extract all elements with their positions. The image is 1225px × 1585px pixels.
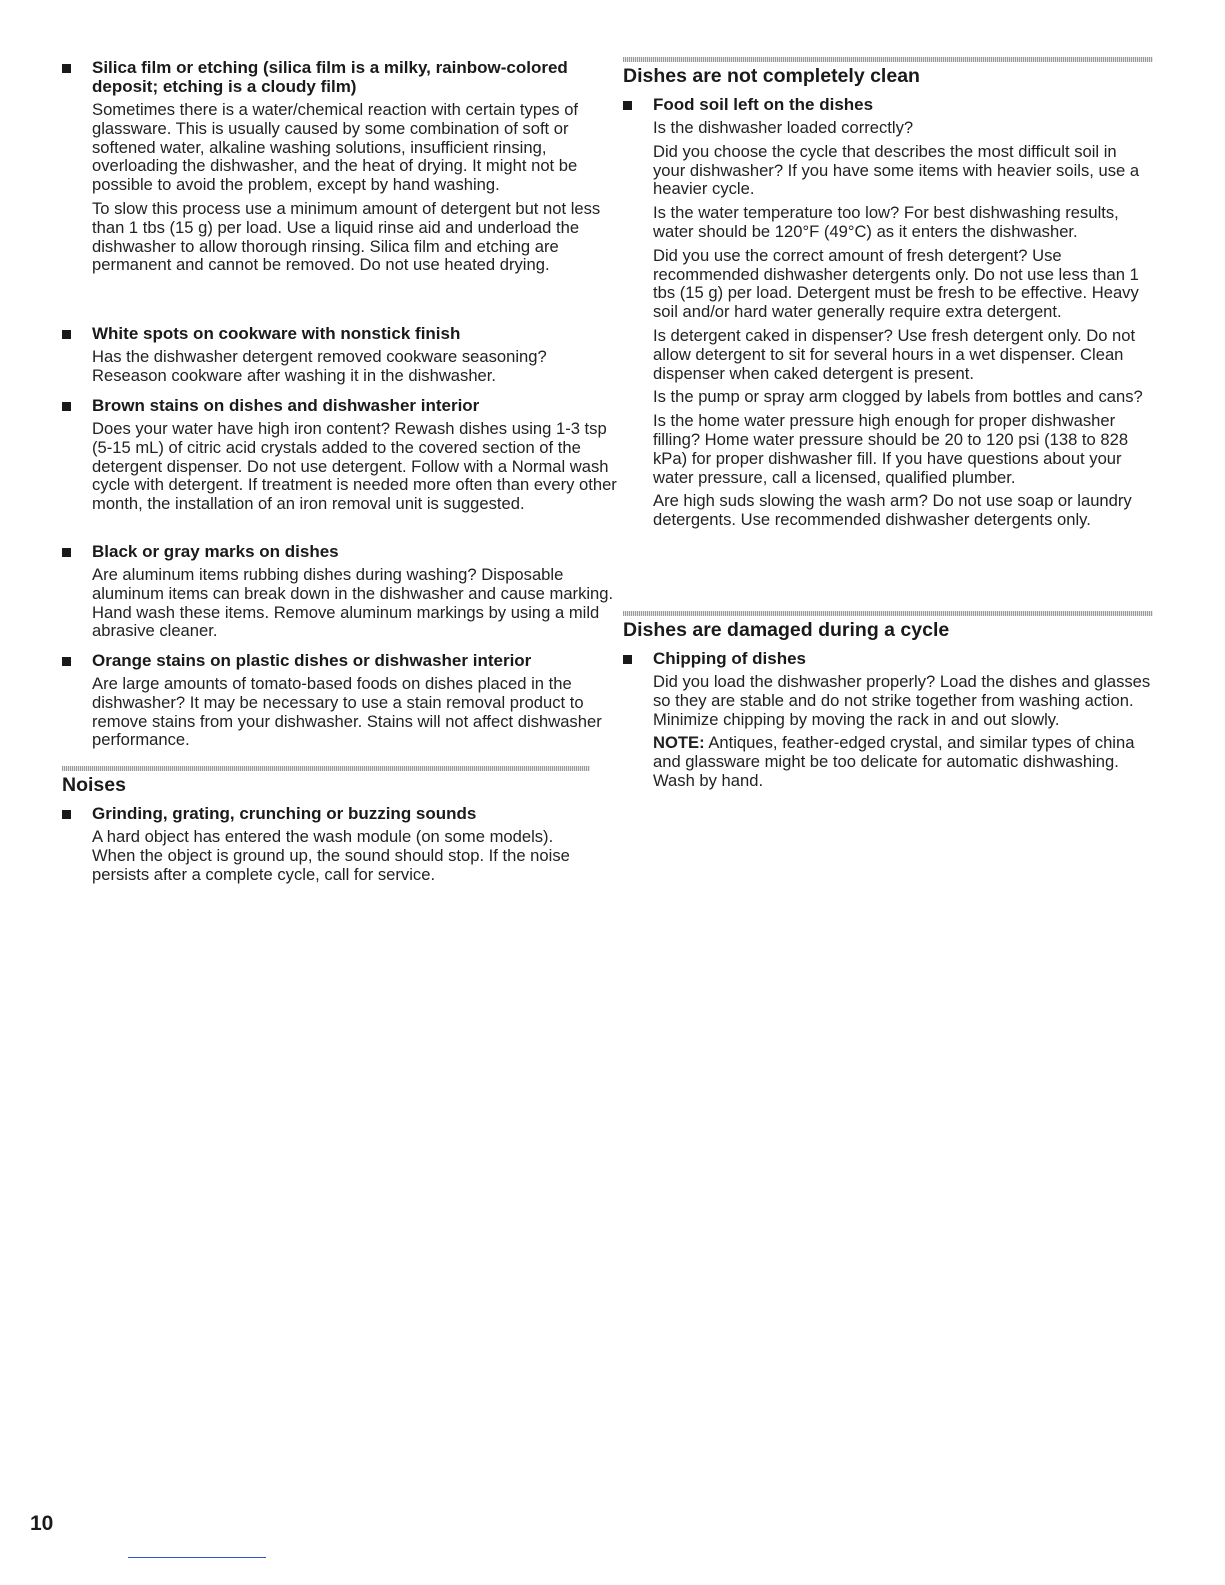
note-paragraph [653, 734, 1153, 790]
page-number: 10 [30, 1512, 54, 1535]
bullet-icon [623, 101, 632, 110]
bullet-icon [62, 548, 71, 557]
section-divider [623, 57, 1153, 62]
note-text: Antiques, feather-edged crystal, and similar types of china and glassware might be too delicate for automatic dishwashing. Wash by hand. [653, 733, 1135, 790]
item-paragraph: Are large amounts of tomato-based foods on dishes placed in the dishwasher? It may be necessary to use a stain removal product to remove stains from your dishwasher. Stains will not affect dishwasher performance. [92, 674, 602, 750]
footer-line [128, 1557, 266, 1558]
item-paragraph: Does your water have high iron content? Rewash dishes using 1-3 tsp (5-15 mL) of citric acid crystals added to the covered section of the detergent dispenser. Do not use detergent. Follow with a Normal wash cycle with detergent. If treatment is needed more often than every other month, the installation of an iron removal unit is suggested. [92, 419, 617, 514]
troubleshoot-item-black-marks [62, 542, 620, 641]
item-paragraph: Are high suds slowing the wash arm? Do not use soap or laundry detergents. Use recommended dishwasher detergents only. [653, 491, 1132, 530]
item-paragraph: Is the home water pressure high enough for proper dishwasher filling? Home water pressure should be 20 to 120 psi (138 to 828 kPa) for proper dishwasher fill. If you have questions about your water pressure, call a licensed, qualified plumber. [653, 411, 1129, 487]
item-paragraph: Did you use the correct amount of fresh detergent? Use recommended dishwasher detergents only. Do not use less than 1 tbs (15 g) per load. Detergent must be fresh to be effective. Heavy soil and/or hard water generally require extra detergent. [653, 245, 1139, 322]
section-heading: Dishes are damaged during a cycle [623, 619, 950, 641]
noises-section [62, 766, 590, 884]
item-paragraph: Sometimes there is a water/chemical reaction with certain types of glassware. This is usually caused by some combination of soft or softened water, alkaline washing solutions, insufficient rinsing, overloading the dishwasher, and the heat of drying. It might not be possible to avoid the problem, except by hand washing. [92, 100, 579, 195]
troubleshoot-item-orange-stains [62, 651, 620, 750]
item-title: Grinding, grating, crunching or buzzing sounds [92, 804, 477, 823]
section-divider [62, 766, 590, 771]
bullet-icon [62, 657, 71, 666]
troubleshoot-item-brown-stains [62, 396, 620, 514]
item-paragraph: Did you choose the cycle that describes the most difficult soil in your dishwasher? If you have some items with heavier soils, use a heavier cycle. [653, 141, 1140, 199]
item-title: Silica film or etching (silica film is a milky, rainbow-colored deposit; etching is a cloudy film) [92, 58, 568, 96]
damaged-section [623, 611, 1153, 791]
item-title: Food soil left on the dishes [653, 95, 874, 114]
section-divider [623, 611, 1153, 616]
bullet-icon [62, 64, 71, 73]
item-paragraph: Are aluminum items rubbing dishes during washing? Disposable aluminum items can break down in the dishwasher and cause marking. Hand wash these items. Remove aluminum markings by using a mild abrasive cleaner. [92, 565, 614, 641]
item-title: White spots on cookware with nonstick finish [92, 324, 461, 343]
bullet-icon [623, 655, 632, 664]
item-title: Black or gray marks on dishes [92, 542, 339, 561]
troubleshoot-item-chipping [623, 649, 1153, 791]
section-heading: Noises [62, 774, 126, 796]
item-paragraph: To slow this process use a minimum amount of detergent but not less than 1 tbs (15 g) per load. Use a liquid rinse aid and underload the dishwasher to allow thorough rinsing. Silica film and etching are permanent and cannot be removed. Do not use heated drying. [92, 198, 601, 275]
item-title: Chipping of dishes [653, 649, 806, 668]
troubleshoot-item-white-spots [62, 324, 620, 386]
item-paragraph: Has the dishwasher detergent removed cookware seasoning? Reseason cookware after washing it in the dishwasher. [92, 347, 547, 385]
item-title: Orange stains on plastic dishes or dishwasher interior [92, 651, 532, 670]
not-clean-section [623, 57, 1153, 530]
item-title: Brown stains on dishes and dishwasher interior [92, 396, 480, 415]
note-label: NOTE: [653, 733, 705, 753]
item-paragraph: A hard object has entered the wash module (on some models). When the object is ground up, the sound should stop. If the noise persists after a complete cycle, call for service. [92, 827, 570, 884]
bullet-icon [62, 330, 71, 339]
item-paragraph: Is detergent caked in dispenser? Use fresh detergent only. Do not allow detergent to sit for several hours in a wet dispenser. Clean dispenser when caked detergent is present. [653, 325, 1136, 383]
item-paragraph: Is the pump or spray arm clogged by labels from bottles and cans? [653, 387, 1143, 407]
troubleshoot-item-noises [62, 804, 590, 884]
item-paragraph: Is the dishwasher loaded correctly? [653, 118, 914, 137]
bullet-icon [62, 402, 71, 411]
troubleshoot-item-silica [62, 58, 620, 275]
bullet-icon [62, 810, 71, 819]
item-paragraph: Did you load the dishwasher properly? Load the dishes and glasses so they are stable and do not strike together from washing action. Minimize chipping by moving the rack in and out slowly. [653, 672, 1151, 729]
troubleshoot-item-food-soil [623, 95, 1153, 530]
item-paragraph: Is the water temperature too low? For best dishwashing results, water should be 120°F (49°C) as it enters the dishwasher. [653, 203, 1119, 241]
section-heading: Dishes are not completely clean [623, 65, 920, 87]
